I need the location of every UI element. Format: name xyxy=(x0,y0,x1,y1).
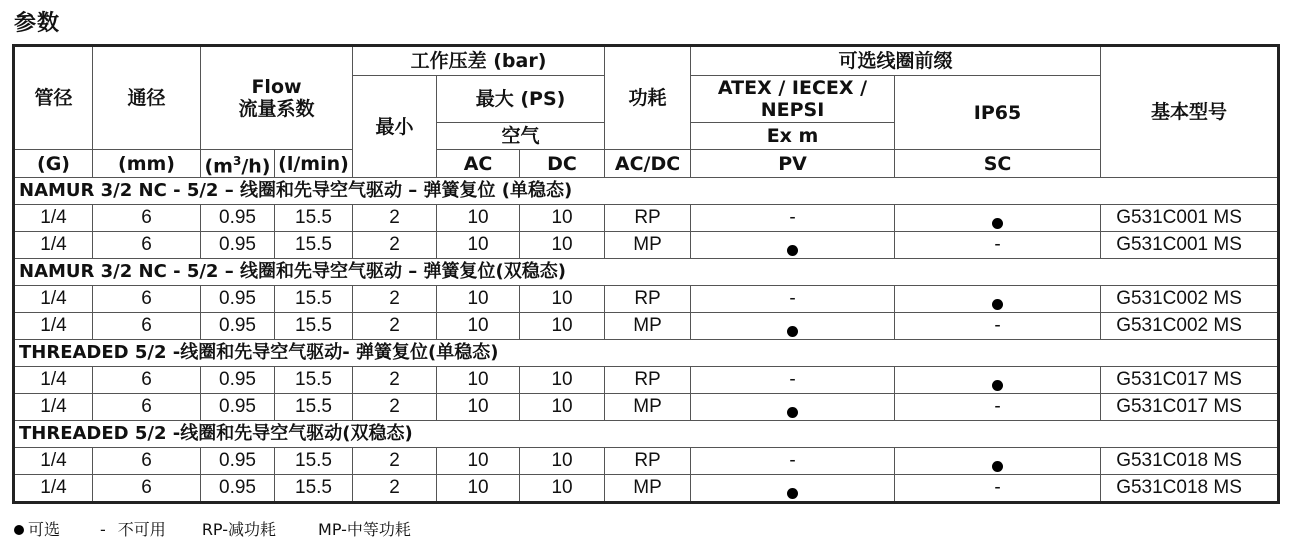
cell-ac: 10 xyxy=(437,232,520,259)
cell-power: MP xyxy=(605,232,691,259)
group-title: THREADED 5/2 -线圈和先导空气驱动- 弹簧复位(单稳态) xyxy=(14,340,1279,367)
cell-pipe: 1/4 xyxy=(14,232,93,259)
header-diff-pressure: 工作压差 (bar) xyxy=(353,46,605,76)
cell-sc xyxy=(895,205,1101,232)
cell-bore: 6 xyxy=(93,313,201,340)
legend-rp: RP-减功耗 xyxy=(201,520,277,539)
legend-not-available: 不可用 xyxy=(117,520,166,539)
cell-lmin: 15.5 xyxy=(275,313,353,340)
cell-pv: - xyxy=(691,448,895,475)
cell-ac: 10 xyxy=(437,448,520,475)
cell-pipe: 1/4 xyxy=(14,448,93,475)
cell-dc: 10 xyxy=(520,286,605,313)
legend xyxy=(14,517,411,540)
cell-sc: - xyxy=(895,475,1101,503)
header-flow-en: Flow xyxy=(251,76,302,98)
cell-dc: 10 xyxy=(520,394,605,421)
cell-lmin: 15.5 xyxy=(275,475,353,503)
cell-model: G531C017 MS xyxy=(1101,394,1279,421)
legend-optional: 可选 xyxy=(28,520,61,539)
group-title: THREADED 5/2 -线圈和先导空气驱动(双稳态) xyxy=(14,421,1279,448)
unit-m3h-pre: (m xyxy=(204,155,233,178)
group-title: NAMUR 3/2 NC - 5/2 – 线圈和先导空气驱动 – 弹簧复位(双稳态) xyxy=(14,259,1279,286)
header-flow-cn: 流量系数 xyxy=(238,98,315,120)
bullet-icon xyxy=(14,525,24,535)
header-base-model: 基本型号 xyxy=(1101,46,1279,178)
bullet-icon xyxy=(787,407,798,418)
cell-dc: 10 xyxy=(520,313,605,340)
cell-lmin: 15.5 xyxy=(275,286,353,313)
legend-mp: MP-中等功耗 xyxy=(318,520,411,539)
cell-sc xyxy=(895,367,1101,394)
cell-dc: 10 xyxy=(520,367,605,394)
cell-ac: 10 xyxy=(437,313,520,340)
cell-dc: 10 xyxy=(520,205,605,232)
cell-ac: 10 xyxy=(437,286,520,313)
cell-model: G531C002 MS xyxy=(1101,313,1279,340)
cell-m3h: 0.95 xyxy=(201,367,275,394)
cell-sc xyxy=(895,448,1101,475)
cell-lmin: 15.5 xyxy=(275,394,353,421)
cell-m3h: 0.95 xyxy=(201,286,275,313)
header-bore: 通径 xyxy=(93,46,201,150)
cell-bore: 6 xyxy=(93,394,201,421)
group-header xyxy=(14,178,1279,205)
table-row xyxy=(14,313,1279,340)
cell-power: RP xyxy=(605,286,691,313)
header-min: 最小 xyxy=(353,76,437,178)
unit-m3h-sup: 3 xyxy=(232,154,242,168)
cell-dc: 10 xyxy=(520,232,605,259)
cell-m3h: 0.95 xyxy=(201,394,275,421)
cell-min: 2 xyxy=(353,313,437,340)
cell-pv xyxy=(691,394,895,421)
cell-bore: 6 xyxy=(93,367,201,394)
header-prefix: 可选线圈前缀 xyxy=(691,46,1101,76)
cell-min: 2 xyxy=(353,448,437,475)
bullet-icon xyxy=(992,380,1003,391)
legend-dash: - xyxy=(100,520,106,539)
table-row xyxy=(14,205,1279,232)
cell-ac: 10 xyxy=(437,394,520,421)
spec-table xyxy=(12,44,1280,504)
cell-power: RP xyxy=(605,367,691,394)
cell-ac: 10 xyxy=(437,367,520,394)
header-acdc: AC/DC xyxy=(605,150,691,178)
cell-lmin: 15.5 xyxy=(275,367,353,394)
cell-bore: 6 xyxy=(93,205,201,232)
cell-m3h: 0.95 xyxy=(201,448,275,475)
cell-pipe: 1/4 xyxy=(14,475,93,503)
cell-model: G531C018 MS xyxy=(1101,475,1279,503)
bullet-icon xyxy=(787,326,798,337)
header-ac: AC xyxy=(437,150,520,178)
cell-pv: - xyxy=(691,286,895,313)
header-pipe: 管径 xyxy=(14,46,93,150)
header-power: 功耗 xyxy=(605,46,691,150)
cell-pipe: 1/4 xyxy=(14,367,93,394)
cell-min: 2 xyxy=(353,232,437,259)
unit-g: (G) xyxy=(14,150,93,178)
group-header xyxy=(14,421,1279,448)
cell-sc: - xyxy=(895,394,1101,421)
table-row xyxy=(14,232,1279,259)
cell-pv: - xyxy=(691,205,895,232)
cell-sc: - xyxy=(895,313,1101,340)
cell-min: 2 xyxy=(353,475,437,503)
table-row xyxy=(14,286,1279,313)
cell-pipe: 1/4 xyxy=(14,394,93,421)
unit-mm: (mm) xyxy=(93,150,201,178)
header-max: 最大 (PS) xyxy=(437,76,605,123)
cell-lmin: 15.5 xyxy=(275,232,353,259)
cell-sc xyxy=(895,286,1101,313)
cell-power: RP xyxy=(605,205,691,232)
cell-bore: 6 xyxy=(93,475,201,503)
cell-power: MP xyxy=(605,475,691,503)
group-header xyxy=(14,259,1279,286)
header-atex: ATEX / IECEX / NEPSI xyxy=(691,76,895,123)
cell-m3h: 0.95 xyxy=(201,205,275,232)
cell-model: G531C017 MS xyxy=(1101,367,1279,394)
unit-lmin: (l/min) xyxy=(275,150,353,178)
bullet-icon xyxy=(787,488,798,499)
header-sc: SC xyxy=(895,150,1101,178)
cell-m3h: 0.95 xyxy=(201,232,275,259)
table-row xyxy=(14,448,1279,475)
cell-ac: 10 xyxy=(437,475,520,503)
cell-sc: - xyxy=(895,232,1101,259)
cell-bore: 6 xyxy=(93,286,201,313)
cell-ac: 10 xyxy=(437,205,520,232)
cell-power: MP xyxy=(605,313,691,340)
cell-model: G531C018 MS xyxy=(1101,448,1279,475)
cell-model: G531C001 MS xyxy=(1101,232,1279,259)
table-row xyxy=(14,367,1279,394)
bullet-icon xyxy=(992,218,1003,229)
cell-min: 2 xyxy=(353,394,437,421)
header-pv: PV xyxy=(691,150,895,178)
cell-min: 2 xyxy=(353,367,437,394)
unit-m3h xyxy=(201,150,275,178)
cell-bore: 6 xyxy=(93,448,201,475)
header-air: 空气 xyxy=(437,123,605,150)
cell-power: MP xyxy=(605,394,691,421)
table-row xyxy=(14,475,1279,503)
bullet-icon xyxy=(787,245,798,256)
cell-pipe: 1/4 xyxy=(14,286,93,313)
cell-model: G531C002 MS xyxy=(1101,286,1279,313)
bullet-icon xyxy=(992,299,1003,310)
cell-dc: 10 xyxy=(520,475,605,503)
header-flow xyxy=(201,46,353,150)
bullet-icon xyxy=(992,461,1003,472)
cell-pipe: 1/4 xyxy=(14,205,93,232)
cell-bore: 6 xyxy=(93,232,201,259)
unit-m3h-post: /h) xyxy=(241,155,271,178)
cell-lmin: 15.5 xyxy=(275,205,353,232)
cell-pv xyxy=(691,313,895,340)
header-ip65: IP65 xyxy=(895,76,1101,150)
cell-m3h: 0.95 xyxy=(201,475,275,503)
group-title: NAMUR 3/2 NC - 5/2 – 线圈和先导空气驱动 – 弹簧复位 (单稳态) xyxy=(14,178,1279,205)
cell-m3h: 0.95 xyxy=(201,313,275,340)
cell-pv: - xyxy=(691,367,895,394)
table-row xyxy=(14,394,1279,421)
cell-lmin: 15.5 xyxy=(275,448,353,475)
cell-dc: 10 xyxy=(520,448,605,475)
cell-min: 2 xyxy=(353,205,437,232)
group-header xyxy=(14,340,1279,367)
header-exm: Ex m xyxy=(691,123,895,150)
cell-pv xyxy=(691,475,895,503)
cell-power: RP xyxy=(605,448,691,475)
cell-min: 2 xyxy=(353,286,437,313)
page-title: 参数 xyxy=(14,11,61,36)
cell-model: G531C001 MS xyxy=(1101,205,1279,232)
cell-pipe: 1/4 xyxy=(14,313,93,340)
cell-pv xyxy=(691,232,895,259)
header-dc: DC xyxy=(520,150,605,178)
